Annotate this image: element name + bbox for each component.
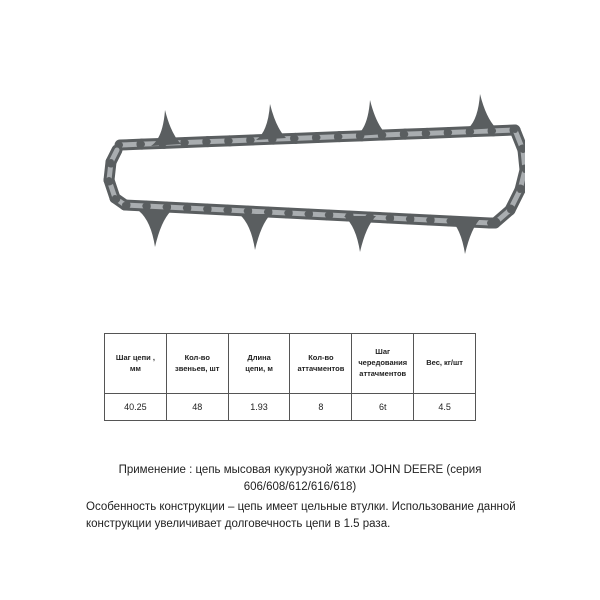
chain-product-image	[95, 90, 525, 255]
feature-line-1: Особенность конструкции – цепь имеет цельные втулки. Использование данной	[86, 501, 516, 513]
feature-text	[86, 499, 556, 534]
spec-value-row	[105, 394, 476, 421]
spec-table	[104, 333, 476, 421]
header-links-count: Кол-во звеньев, шт	[166, 334, 228, 394]
header-pitch: Шаг цепи , мм	[105, 334, 167, 394]
value-attachments-count: 8	[290, 394, 352, 421]
header-chain-length: Длина цепи, м	[228, 334, 290, 394]
value-attachment-spacing: 6t	[352, 394, 414, 421]
usage-line-2: 606/608/612/616/618)	[243, 480, 357, 493]
header-attachments-count: Кол-во аттачментов	[290, 334, 352, 394]
usage-text	[110, 462, 490, 495]
header-attachment-spacing: Шаг чередования аттачментов	[352, 334, 414, 394]
value-pitch: 40.25	[105, 394, 167, 421]
value-chain-length: 1.93	[228, 394, 290, 421]
feature-line-2: конструкции увеличивает долговечность цепи в 1.5 раза.	[86, 518, 391, 531]
header-weight: Вес, кг/шт	[414, 334, 476, 394]
value-weight: 4.5	[414, 394, 476, 421]
spec-header-row	[105, 334, 476, 394]
value-links-count: 48	[166, 394, 228, 421]
usage-line-1: Применение : цепь мысовая кукурузной жатки JOHN DEERE (серия	[118, 464, 482, 476]
